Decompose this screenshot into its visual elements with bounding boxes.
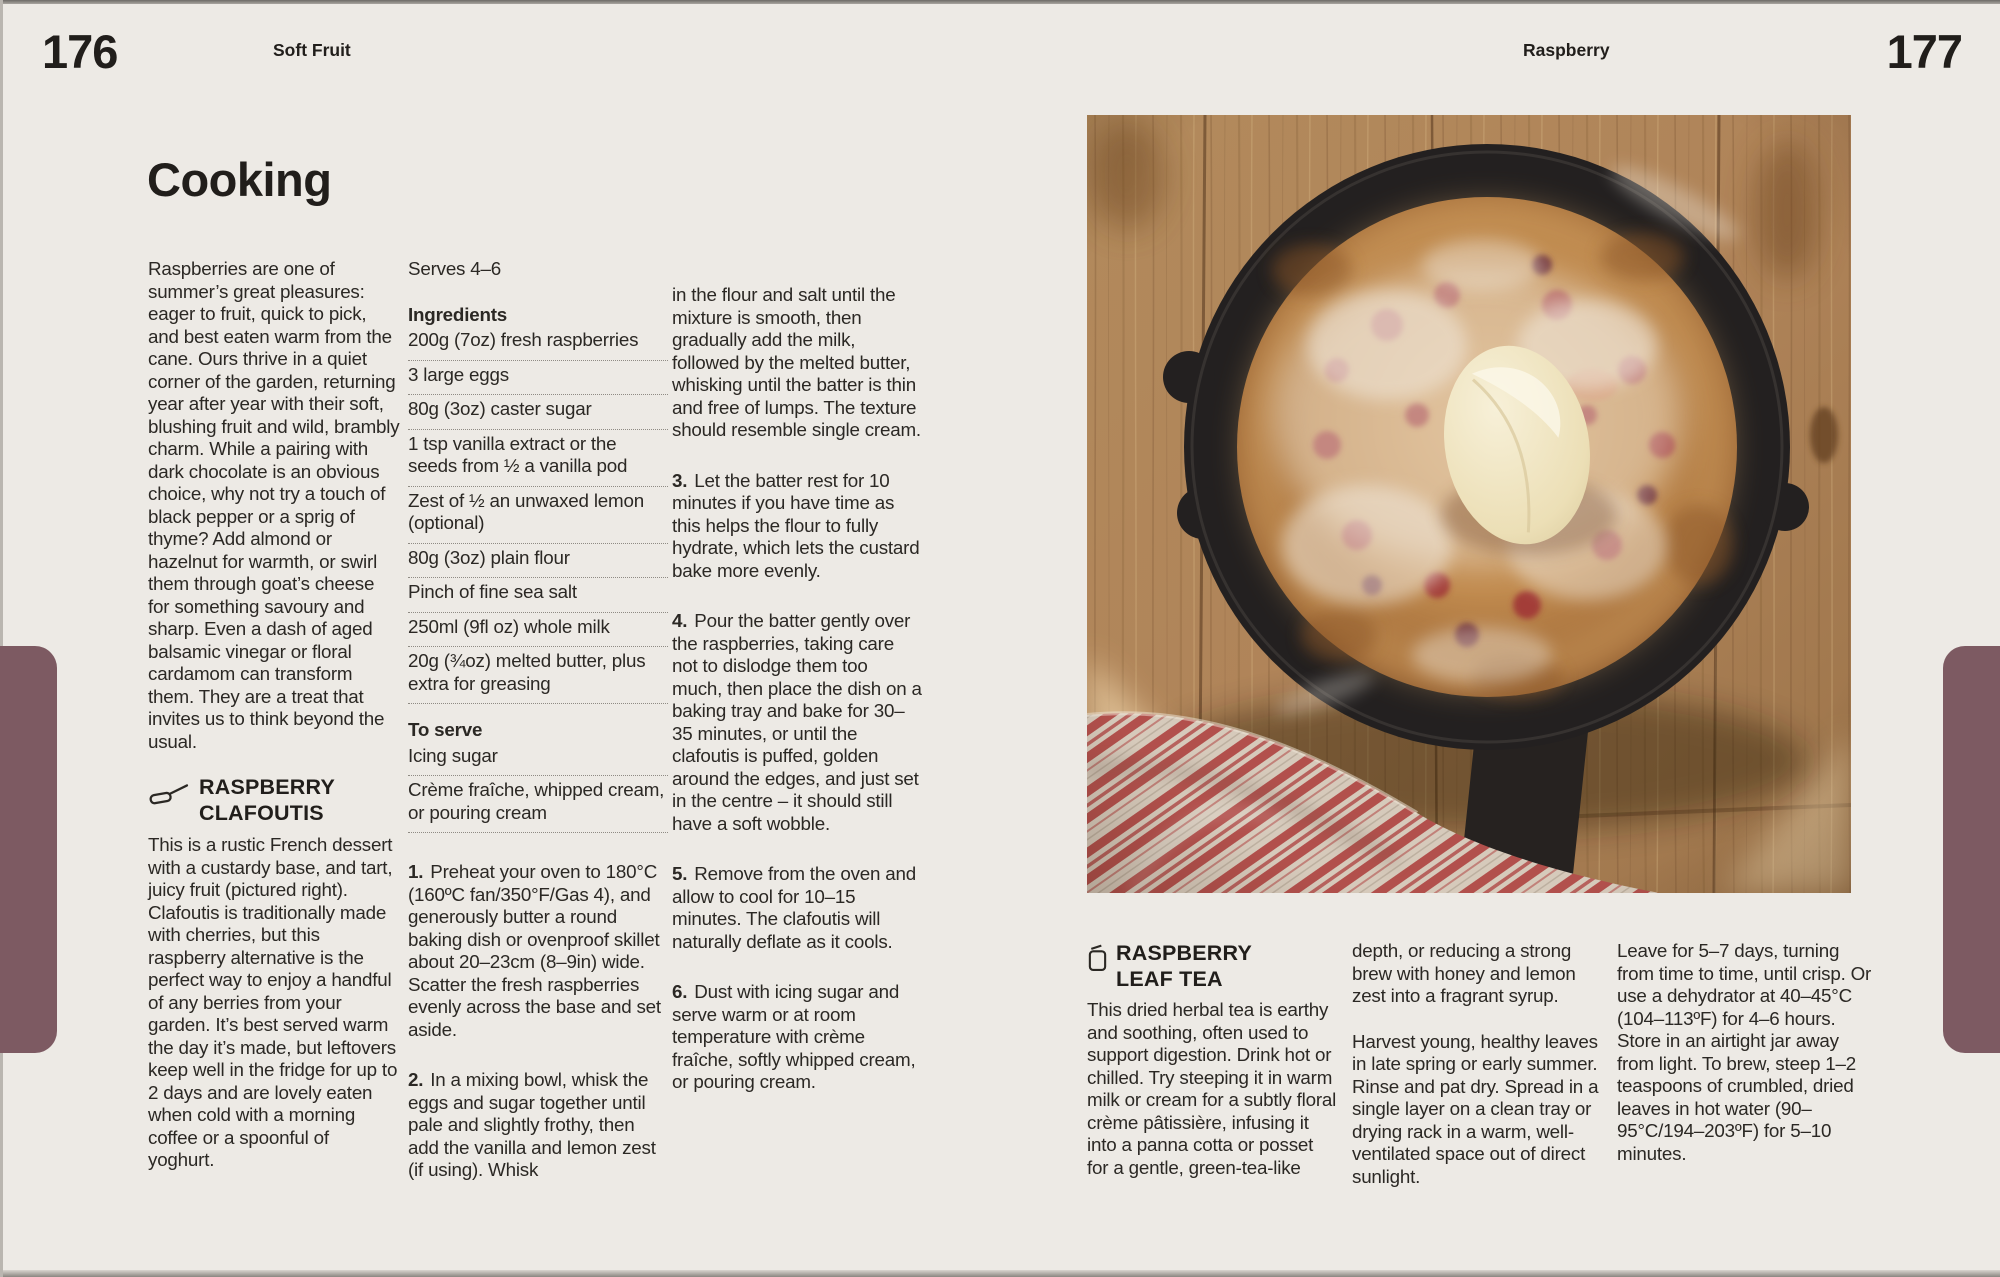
leaf-tea-title-line1: RASPBERRY	[1116, 941, 1252, 965]
to-serve-item: Icing sugar	[408, 742, 668, 777]
step-text: Pour the batter gently over the raspberries, taking care not to dislodge them too much, then place the dish on a baking tray and bake for 30–35 minutes, or until the clafoutis is puffed, golden around the edges, and just set in the centre – it should still have a soft wobble.	[672, 610, 922, 834]
step-number: 6.	[672, 981, 688, 1002]
ingredient-item: 250ml (9fl oz) whole milk	[408, 613, 668, 648]
recipe-step	[672, 981, 922, 1094]
text-column-3	[672, 284, 922, 1094]
page-top-edge	[0, 0, 2000, 4]
step-text: In a mixing bowl, whisk the eggs and sugar together until pale and slightly frothy, then add the vanilla and lemon zest (if using). Whisk	[408, 1069, 656, 1180]
recipe-step	[408, 861, 668, 1041]
text-column-2	[408, 258, 668, 1182]
recipe-step	[408, 1069, 668, 1182]
page-bottom-edge	[0, 1270, 2000, 1277]
ingredient-item: 3 large eggs	[408, 361, 668, 396]
section-tab-left	[0, 646, 57, 1053]
running-header-left: Soft Fruit	[273, 40, 351, 60]
recipe-step	[672, 470, 922, 583]
leaf-tea-title	[1116, 940, 1252, 992]
step-text: Dust with icing sugar and serve warm or at room temperature with crème fraîche, softly whipped cream, or pouring cream.	[672, 981, 916, 1092]
step-text: Remove from the oven and allow to cool for 10–15 minutes. The clafoutis will naturally deflate as it cools.	[672, 863, 917, 952]
clafoutis-photo	[1087, 115, 1851, 893]
recipe-description: This is a rustic French dessert with a custardy base, and tart, juicy fruit (pictured right). Clafoutis is traditionally made with cherries, but this raspberry alternative is the perfect way to enjoy a handful of any berries from your garden. It’s best served warm the day it’s made, but leftovers keep well in the fridge for up to 2 days and are lovely eaten when cold with a morning coffee or a spoonful of yoghurt.	[148, 834, 398, 1170]
running-header-right: Raspberry	[1523, 40, 1610, 60]
ingredients-label: Ingredients	[408, 303, 508, 325]
step-number: 1.	[408, 861, 424, 882]
to-serve-label: To serve	[408, 719, 483, 740]
ingredient-item: Zest of ½ an unwaxed lemon (optional)	[408, 487, 668, 544]
skillet-icon	[148, 780, 190, 811]
text-column-1	[148, 258, 400, 1172]
recipe-step	[672, 863, 922, 953]
recipe-title-line2: CLAFOUTIS	[199, 801, 324, 825]
leaf-tea-paragraph: Leave for 5–7 days, turning from time to time, until crisp. Or use a dehydrator at 40–45°C (104–113ºF) for 4–6 hours. Store in an airtight jar away from light. To brew, steep 1–2 teaspoons of crumbled, dried leaves in hot water (90–95°C/194–203ºF) for 5–10 minutes.	[1617, 940, 1872, 1164]
page-number-left: 176	[42, 25, 118, 78]
step-number: 4.	[672, 610, 688, 631]
step-text: Preheat your oven to 180°C (160ºC fan/350°F/Gas 4), and generously butter a round baking dish or ovenproof skillet about 20–23cm (8–9in) wide. Scatter the fresh raspberries evenly across the base and set aside.	[408, 861, 661, 1040]
recipe-heading	[148, 774, 400, 826]
ingredient-item: 20g (¾oz) melted butter, plus extra for greasing	[408, 647, 668, 704]
ingredient-item: 1 tsp vanilla extract or the seeds from ½ a vanilla pod	[408, 430, 668, 487]
section-tab-right	[1943, 646, 2000, 1053]
recipe-step	[672, 610, 922, 835]
ingredient-item: 80g (3oz) plain flour	[408, 544, 668, 579]
serves-note: Serves 4–6	[408, 258, 502, 279]
intro-paragraph: Raspberries are one of summer’s great pleasures: eager to fruit, quick to pick, and best eaten warm from the cane. Ours thrive in a quiet corner of the garden, returning year after year with their soft, blushing fruit and wild, brambly charm. While a pairing with dark chocolate is an obvious choice, why not try a touch of black pepper or a sprig of thyme? Add almond or hazelnut for warmth, or swirl them through goat’s cheese for something savoury and sharp. Even a dash of aged balsamic vinegar or floral cardamom can transform them. They are a treat that invites us to think beyond the usual.	[148, 258, 400, 752]
leaf-tea-column-1	[1087, 940, 1337, 1179]
recipe-title	[199, 774, 335, 826]
leaf-tea-title-line2: LEAF TEA	[1116, 967, 1223, 991]
to-serve-item: Crème fraîche, whipped cream, or pouring cream	[408, 776, 668, 833]
page-left-edge	[0, 0, 3, 1277]
step-continuation: in the flour and salt until the mixture is smooth, then gradually add the milk, followed by the melted butter, whisking until the batter is thin and free of lumps. The texture should resemble single cream.	[672, 284, 921, 440]
leaf-tea-paragraph: Harvest young, healthy leaves in late spring or early summer. Rinse and pat dry. Spread in a single layer on a clean tray or drying rack in a warm, well-ventilated space out of direct sunlight.	[1352, 1030, 1599, 1187]
leaf-tea-column-3	[1617, 940, 1873, 1165]
jar-icon	[1087, 943, 1108, 979]
ingredient-item: 200g (7oz) fresh raspberries	[408, 326, 668, 361]
leaf-tea-paragraph: This dried herbal tea is earthy and soothing, often used to support digestion. Drink hot or chilled. Try steeping it in warm milk or cream for a subtly floral crème pâtissière, infusing it into a panna cotta or posset for a gentle, green-tea-like	[1087, 999, 1337, 1178]
step-number: 3.	[672, 469, 688, 491]
ingredient-item: Pinch of fine sea salt	[408, 578, 668, 613]
leaf-tea-column-2	[1352, 940, 1604, 1188]
ingredient-item: 80g (3oz) caster sugar	[408, 395, 668, 430]
leaf-tea-paragraph: depth, or reducing a strong brew with honey and lemon zest into a fragrant syrup.	[1352, 940, 1576, 1006]
step-number: 5.	[672, 863, 688, 884]
step-number: 2.	[408, 1069, 424, 1090]
step-text: Let the batter rest for 10 minutes if you have time as this helps the flour to fully hydrate, which lets the custard bake more evenly.	[672, 469, 920, 581]
leaf-tea-heading	[1087, 940, 1337, 992]
recipe-title-line1: RASPBERRY	[199, 775, 335, 799]
page-number-right: 177	[1886, 25, 1962, 78]
section-title: Cooking	[147, 153, 332, 206]
